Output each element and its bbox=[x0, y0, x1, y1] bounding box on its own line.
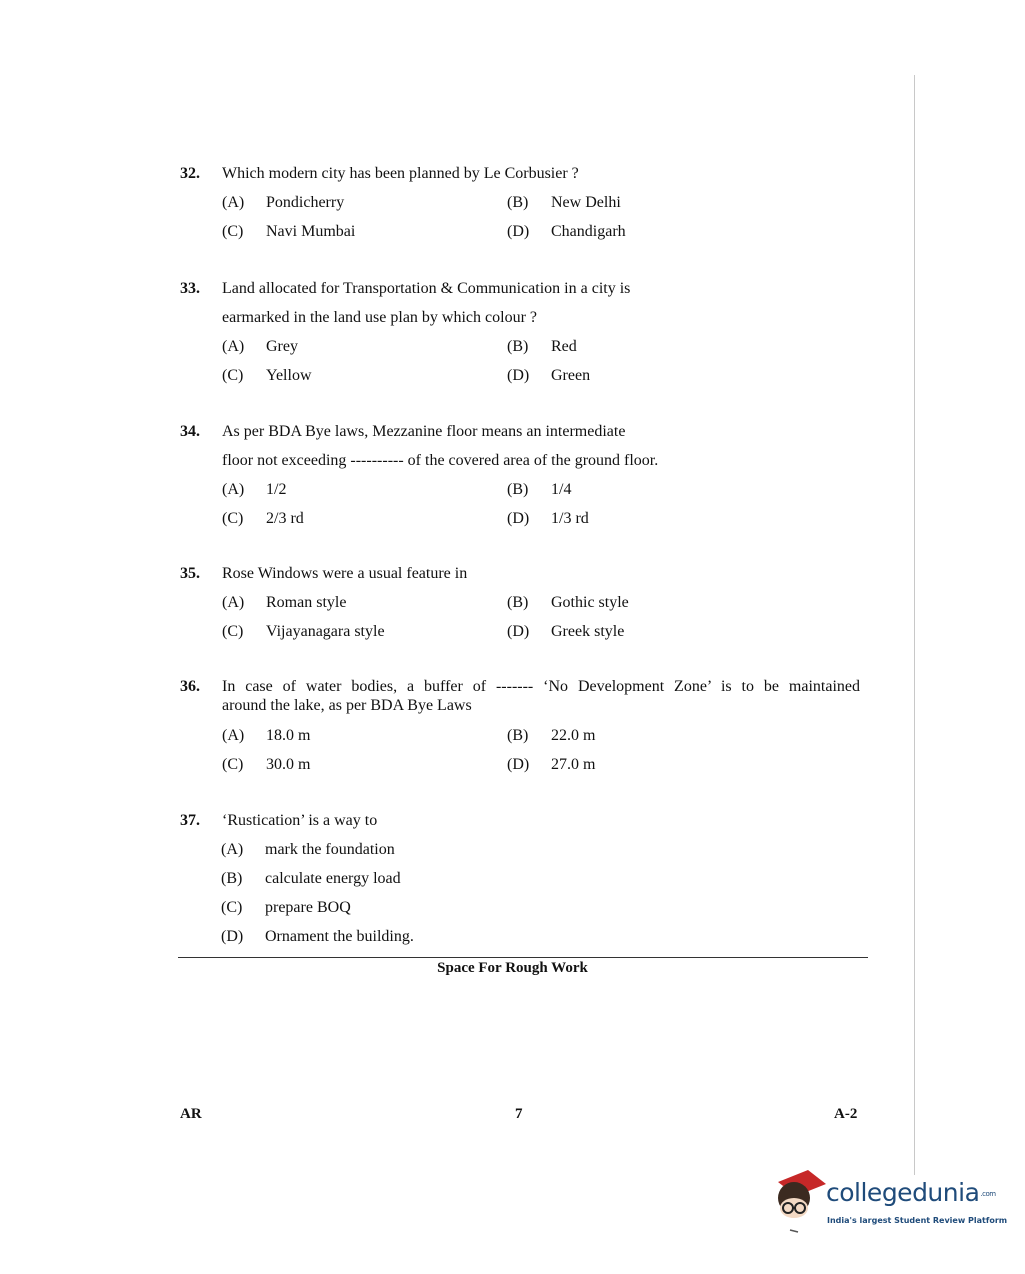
question-text: ‘Rustication’ is a way to bbox=[222, 812, 378, 829]
question-text-line-2: floor not exceeding ---------- of the covered area of the ground floor. bbox=[222, 452, 659, 469]
question-number: 34. bbox=[180, 423, 200, 440]
question-number: 35. bbox=[180, 565, 200, 582]
question-34: 34. As per BDA Bye laws, Mezzanine floor means an intermediate floor not exceeding ---------- of the covered area of the ground floor. (A) 1/2 (B) 1/4 (C) 2/3 rd (D) 1/3 rd bbox=[180, 417, 860, 533]
page-right-border bbox=[914, 75, 915, 1175]
footer-right: A-2 bbox=[834, 1106, 858, 1122]
logo-tagline: India's largest Student Review Platform bbox=[827, 1216, 1008, 1225]
question-36: 36. In case of water bodies, a buffer of ------- ‘No Development Zone’ is to be maintained around the lake, as per BDA Bye Laws (A) 18.0 m (B) 22.0 m (C) 30.0 m (D) 27.0 m bbox=[180, 678, 860, 773]
mascot-icon bbox=[768, 1168, 828, 1238]
question-number: 32. bbox=[180, 165, 200, 182]
collegedunia-logo bbox=[768, 1168, 1008, 1238]
question-number: 33. bbox=[180, 280, 200, 297]
question-37: 37. ‘Rustication’ is a way to (A) mark the foundation (B) calculate energy load (C) prepare BOQ (D) Ornament the building. bbox=[180, 806, 860, 951]
question-33: 33. Land allocated for Transportation & Communication in a city is earmarked in the land use plan by which colour ? (A) Grey (B) Red (C) Yellow (D) Green bbox=[180, 274, 860, 390]
question-text-line-2: earmarked in the land use plan by which colour ? bbox=[222, 309, 537, 326]
question-32: 32. Which modern city has been planned by Le Corbusier ? (A) Pondicherry (B) New Delhi (C) Navi Mumbai (D) Chandigarh bbox=[180, 159, 860, 246]
question-text-line-1: As per BDA Bye laws, Mezzanine floor means an intermediate bbox=[222, 423, 626, 440]
rough-work-divider bbox=[178, 957, 868, 958]
footer-left: AR bbox=[180, 1106, 202, 1122]
page-number: 7 bbox=[515, 1106, 523, 1122]
rough-work-heading: Space For Rough Work bbox=[437, 960, 588, 976]
question-text: Rose Windows were a usual feature in bbox=[222, 565, 468, 582]
question-text-line-2: around the lake, as per BDA Bye Laws bbox=[222, 697, 472, 714]
question-text: Which modern city has been planned by Le Corbusier ? bbox=[222, 165, 579, 182]
question-number: 36. bbox=[180, 678, 200, 695]
question-text-line-1: Land allocated for Transportation & Communication in a city is bbox=[222, 280, 631, 297]
logo-wordmark: collegedunia.com bbox=[826, 1178, 996, 1207]
question-text-line-1: In case of water bodies, a buffer of ------- ‘No Development Zone’ is to be maintained bbox=[222, 678, 860, 695]
question-number: 37. bbox=[180, 812, 200, 829]
question-35: 35. Rose Windows were a usual feature in (A) Roman style (B) Gothic style (C) Vijayanagara style (D) Greek style bbox=[180, 559, 860, 646]
